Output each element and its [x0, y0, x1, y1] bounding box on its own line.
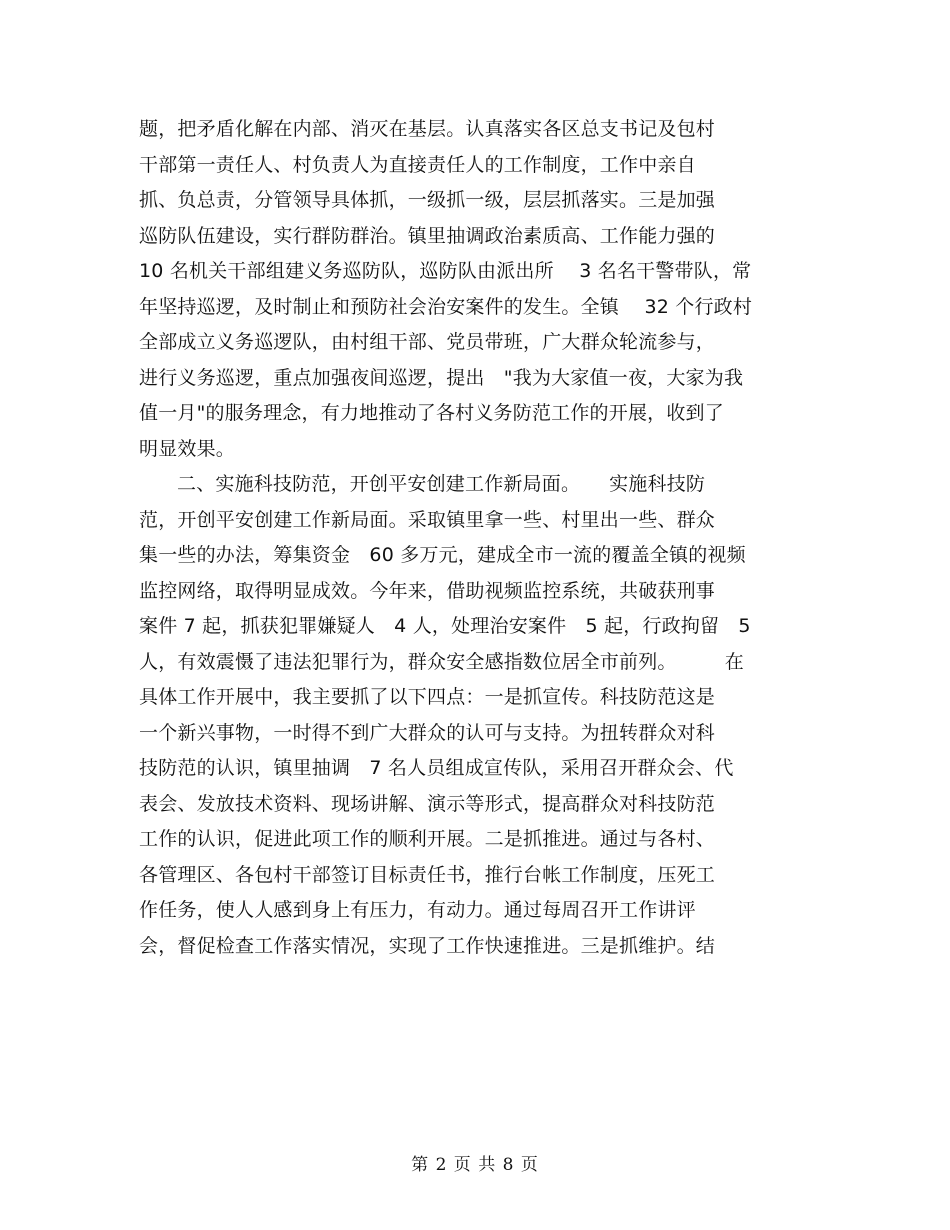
text-line: 作任务，使人人感到身上有压力，有动力。通过每周召开工作讲评 [139, 899, 696, 921]
text-line: 各管理区、各包村干部签订目标责任书，推行台帐工作制度，压死工 [139, 863, 716, 886]
text-line: 题，把矛盾化解在内部、消灭在基层。认真落实各区总支书记及包村 [139, 118, 716, 140]
text-line: 干部第一责任人、村负责人为直接责任人的工作制度，工作中亲自 [139, 153, 696, 176]
text-line: 案件 7 起，抓获犯罪嫌疑人 4 人，处理治安案件 5 起，行政拘留 5 [139, 615, 751, 637]
text-line: 10 名机关干部组建义务巡防队，巡防队由派出所 3 名名干警带队，常 [139, 260, 752, 282]
text-line: 工作的认识，促进此项工作的顺利开展。二是抓推进。通过与各村、 [139, 828, 716, 850]
text-line: 表会、发放技术资料、现场讲解、演示等形式，提高群众对科技防范 [139, 792, 716, 815]
text-line: 范，开创平安创建工作新局面。采取镇里拿一些、村里出一些、群众 [139, 508, 716, 531]
text-line: 具体工作开展中，我主要抓了以下四点：一是抓宣传。科技防范这是 [139, 686, 716, 708]
text-line: 会，督促检查工作落实情况，实现了工作快速推进。三是抓维护。结 [139, 934, 716, 957]
text-line: 监控网络，取得明显成效。今年来，借助视频监控系统，共破获刑事 [139, 579, 716, 602]
document-body [139, 112, 839, 964]
text-line: 全部成立义务巡逻队，由村组干部、党员带班，广大群众轮流参与， [139, 331, 716, 353]
text-line: 明显效果。 [139, 437, 236, 460]
text-line: 值一月"的服务理念，有力地推动了各村义务防范工作的开展，收到了 [139, 402, 724, 424]
page-number-footer: 第 2 页 共 8 页 [411, 1155, 539, 1175]
text-line: 一个新兴事物，一时得不到广大群众的认可与支持。为扭转群众对科 [139, 721, 716, 744]
text-line: 抓、负总责，分管领导具体抓，一级抓一级，层层抓落实。三是加强 [139, 189, 716, 211]
section-heading-line: 二、实施科技防范，开创平安创建工作新局面。 实施科技防 [177, 473, 706, 495]
text-line: 人，有效震慑了违法犯罪行为，群众安全感指数位居全市前列。 在 [139, 650, 744, 673]
text-line: 进行义务巡逻，重点加强夜间巡逻，提出 "我为大家值一夜，大家为我 [139, 366, 744, 389]
text-line: 集一些的办法，筹集资金 60 多万元，建成全市一流的覆盖全镇的视频 [139, 544, 746, 566]
text-line: 技防范的认识，镇里抽调 7 名人员组成宣传队，采用召开群众会、代 [139, 757, 734, 779]
text-line: 巡防队伍建设，实行群防群治。镇里抽调政治素质高、工作能力强的 [139, 224, 716, 247]
text-line: 年坚持巡逻，及时制止和预防社会治安案件的发生。全镇 32 个行政村 [139, 295, 753, 318]
